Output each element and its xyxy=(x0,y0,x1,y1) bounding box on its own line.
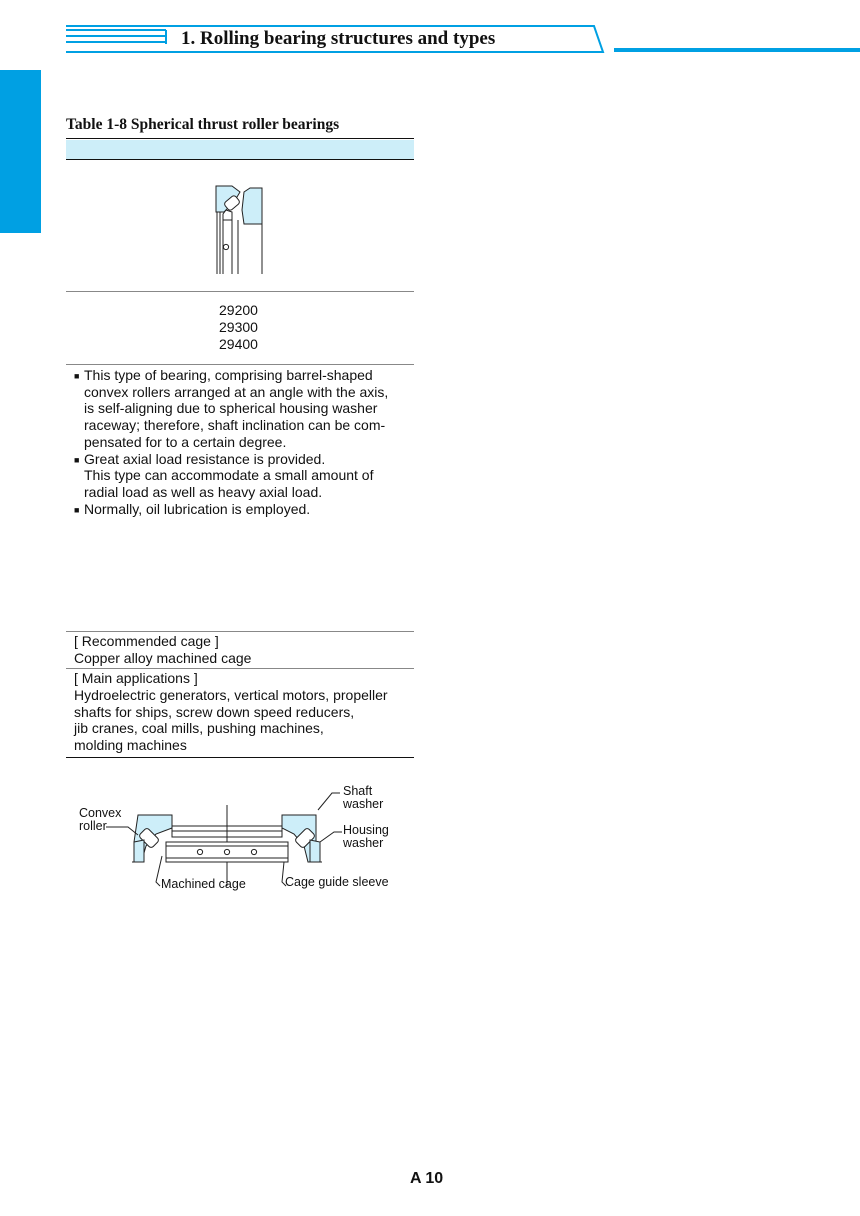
feature-item xyxy=(74,501,414,518)
table-header-rule xyxy=(66,159,414,160)
feature-line: radial load as well as heavy axial load. xyxy=(84,483,323,500)
feature-line: pensated for to a certain degree. xyxy=(84,433,287,450)
series-number: 29200 xyxy=(219,302,258,318)
table-bottom-rule xyxy=(66,757,414,758)
table-rule xyxy=(66,631,414,632)
table-rule xyxy=(66,364,414,365)
page-number: A 10 xyxy=(410,1170,444,1187)
label-housing-washer: Housing xyxy=(343,823,389,837)
square-bullet-icon: ■ xyxy=(74,454,80,465)
feature-line: convex rollers arranged at an angle with the axis, xyxy=(84,383,389,400)
applications-heading: [ Main applications ] xyxy=(74,670,198,686)
table-rule xyxy=(66,668,414,669)
applications-line: jib cranes, coal mills, pushing machines, xyxy=(74,720,324,737)
label-convex-roller: Convex xyxy=(79,806,122,820)
table-header-band xyxy=(66,140,414,159)
side-tab xyxy=(0,70,41,233)
cage-text: Copper alloy machined cage xyxy=(74,649,252,666)
feature-line: This type of bearing, comprising barrel-shaped xyxy=(84,367,373,383)
label-shaft-washer: washer xyxy=(343,797,384,811)
applications-line: shafts for ships, screw down speed reducers, xyxy=(74,703,355,720)
section-title: 1. Rolling bearing structures and types xyxy=(181,28,496,49)
series-number: 29400 xyxy=(219,336,258,352)
applications-line: molding machines xyxy=(74,737,187,754)
bearing-parts-diagram xyxy=(76,780,406,900)
label-machined-cage: Machined cage xyxy=(161,877,246,891)
applications-line: Hydroelectric generators, vertical motors, propeller xyxy=(74,686,388,703)
feature-line: Normally, oil lubrication is employed. xyxy=(84,500,311,517)
feature-line: Great axial load resistance is provided. xyxy=(84,450,326,467)
feature-item xyxy=(74,451,414,501)
feature-item xyxy=(74,367,414,451)
table-rule xyxy=(66,291,414,292)
square-bullet-icon: ■ xyxy=(74,504,80,515)
table-title: Table 1-8 Spherical thrust roller bearings xyxy=(66,116,340,133)
feature-list xyxy=(74,367,414,517)
label-housing-washer: washer xyxy=(343,836,384,850)
feature-line: is self-aligning due to spherical housing washer xyxy=(84,400,378,417)
feature-line: raceway; therefore, shaft inclination can be com- xyxy=(84,417,386,434)
series-number: 29300 xyxy=(219,319,258,335)
series-list xyxy=(219,302,258,353)
label-convex-roller: roller xyxy=(79,819,107,833)
square-bullet-icon: ■ xyxy=(74,371,80,381)
cage-heading: [ Recommended cage ] xyxy=(74,633,219,649)
bearing-section-image xyxy=(212,184,268,276)
label-cage-guide-sleeve: Cage guide sleeve xyxy=(285,875,389,889)
recommended-cage-cell xyxy=(74,633,251,667)
label-shaft-washer: Shaft xyxy=(343,784,373,798)
table-top-rule xyxy=(66,138,414,139)
main-applications-cell xyxy=(74,670,388,754)
feature-line: This type can accommodate a small amount of xyxy=(84,467,374,484)
